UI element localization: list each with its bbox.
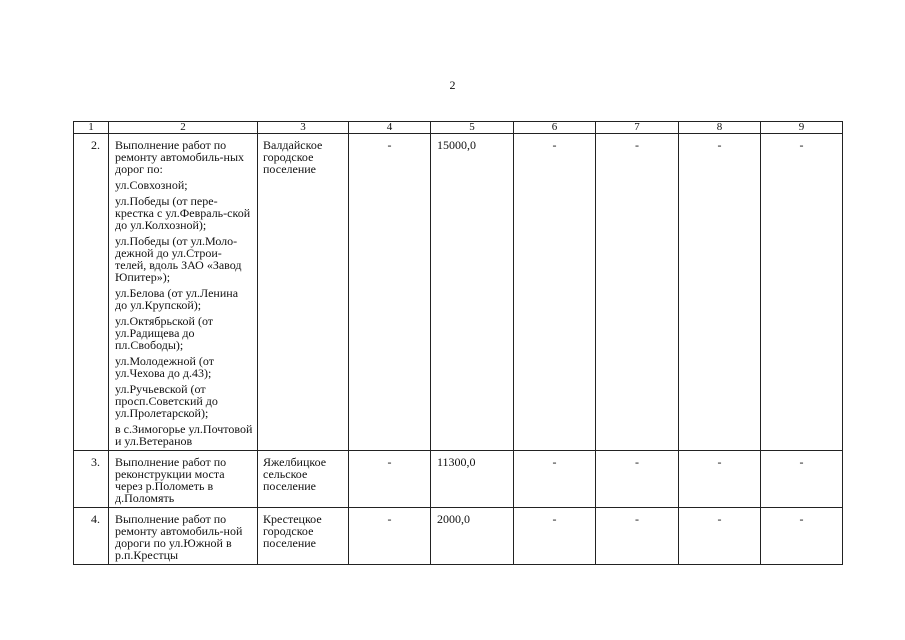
cell-col-7: - — [596, 134, 679, 451]
header-col-1: 1 — [74, 122, 109, 134]
street-item: ул.Белова (от ул.Ленина до ул.Крупской); — [115, 286, 239, 312]
header-col-6: 6 — [514, 122, 596, 134]
header-col-9: 9 — [761, 122, 843, 134]
cell-col-4: - — [349, 451, 431, 508]
header-col-2: 2 — [109, 122, 258, 134]
street-item: в с.Зимогорье ул.Почтовой и ул.Ветеранов — [115, 422, 253, 448]
work-description: Выполнение работ по ремонту автомобиль-ной дороги по ул.Южной в р.п.Крестцы — [109, 508, 258, 565]
street-item: ул.Молодежной (от ул.Чехова до д.43); — [115, 354, 214, 380]
street-item: ул.Ручьевской (от просп.Советский до ул.Пролетарской); — [115, 382, 218, 420]
header-col-8: 8 — [679, 122, 761, 134]
cell-col-9: - — [761, 451, 843, 508]
cell-col-7: - — [596, 451, 679, 508]
street-item: ул.Победы (от ул.Моло-дежной до ул.Строи-телей, вдоль ЗАО «Завод Юпитер»); — [115, 234, 242, 284]
municipality: Валдайское городское поселение — [258, 134, 349, 451]
cell-col-4: - — [349, 508, 431, 565]
cell-col-8: - — [679, 508, 761, 565]
funding-table — [73, 121, 843, 565]
table-row — [74, 134, 843, 451]
row-number: 4. — [74, 508, 109, 565]
work-description: Выполнение работ по реконструкции моста через р.Полометь в д.Поломять — [109, 451, 258, 508]
header-col-7: 7 — [596, 122, 679, 134]
street-item: ул.Совхозной; — [115, 178, 188, 192]
work-intro: Выполнение работ по ремонту автомобиль-ных дорог по: — [115, 138, 245, 176]
cell-col-6: - — [514, 134, 596, 451]
street-item: ул.Октябрьской (от ул.Радищева до пл.Свободы); — [115, 314, 214, 352]
cell-col-9: - — [761, 134, 843, 451]
work-description — [109, 134, 258, 451]
street-item: ул.Победы (от пере-крестка с ул.Февраль-ской до ул.Колхозной); — [115, 194, 251, 232]
cell-col-9: - — [761, 508, 843, 565]
header-col-5: 5 — [431, 122, 514, 134]
cell-col-6: - — [514, 508, 596, 565]
cell-col-5: 11300,0 — [431, 451, 514, 508]
page-number: 2 — [449, 78, 456, 92]
cell-col-7: - — [596, 508, 679, 565]
cell-col-8: - — [679, 451, 761, 508]
municipality: Яжелбицкое сельское поселение — [258, 451, 349, 508]
table-row — [74, 451, 843, 508]
municipality: Крестецкое городское поселение — [258, 508, 349, 565]
table-row — [74, 508, 843, 565]
header-col-4: 4 — [349, 122, 431, 134]
header-row — [74, 122, 843, 134]
cell-col-6: - — [514, 451, 596, 508]
row-number: 2. — [74, 134, 109, 451]
cell-col-8: - — [679, 134, 761, 451]
row-number: 3. — [74, 451, 109, 508]
cell-col-5: 15000,0 — [431, 134, 514, 451]
cell-col-4: - — [349, 134, 431, 451]
header-col-3: 3 — [258, 122, 349, 134]
cell-col-5: 2000,0 — [431, 508, 514, 565]
